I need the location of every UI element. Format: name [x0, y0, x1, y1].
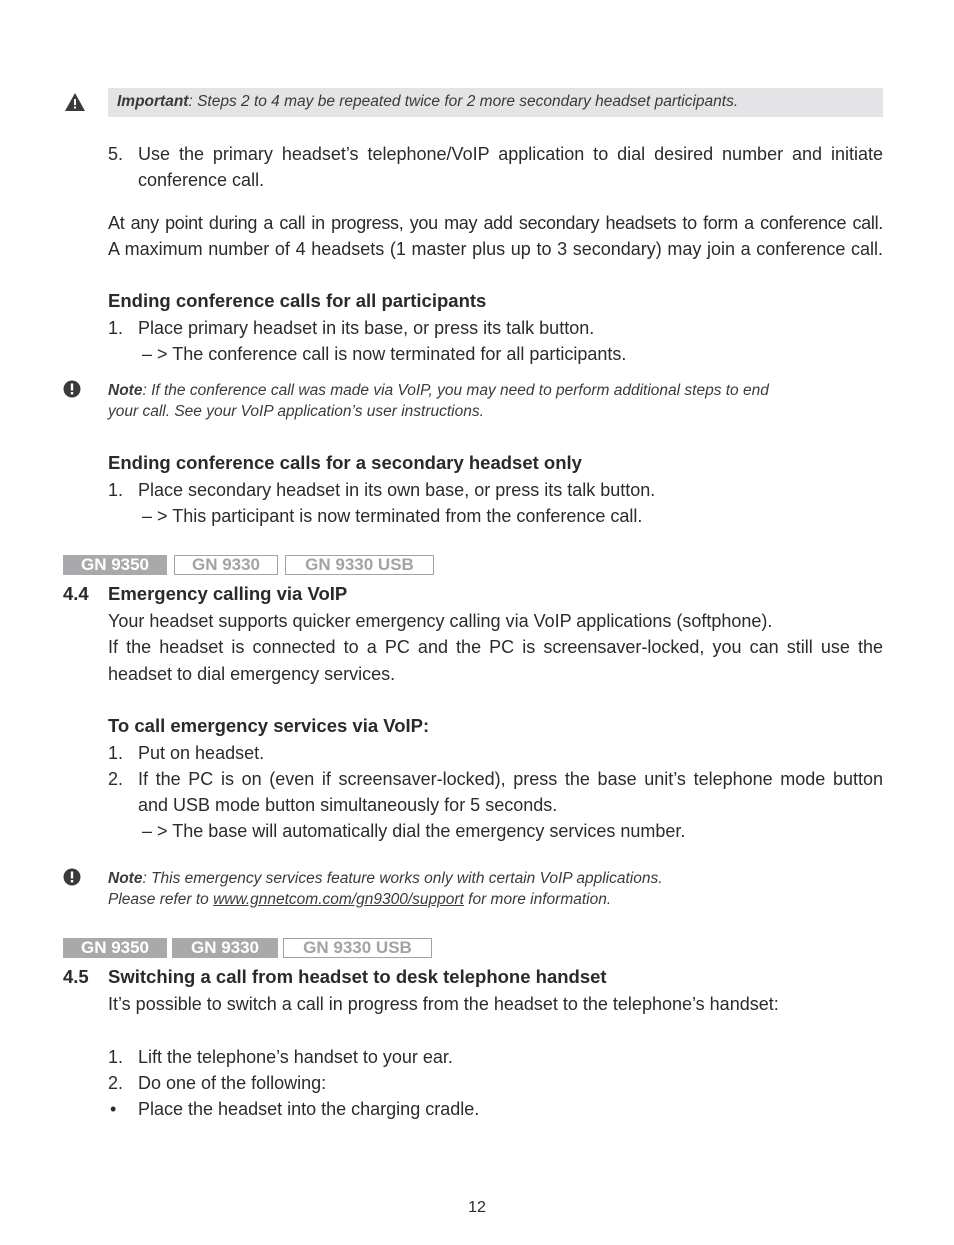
- note-line: : If the conference call was made via VoIP, you may need to perform additional steps to end: [142, 382, 769, 399]
- step-number: 1.: [108, 743, 124, 763]
- step-result: – > The base will automatically dial the emergency services number.: [142, 821, 686, 841]
- section-heading: Ending conference calls for all participants: [108, 290, 487, 311]
- warning-triangle-icon: [64, 92, 86, 112]
- paragraph-line: headset to dial emergency services.: [108, 664, 396, 684]
- note-label: Note: [108, 382, 143, 399]
- paragraph-line: Your headset supports quicker emergency calling via VoIP applications (softphone).: [108, 611, 773, 631]
- step-text: Use the primary headset’s telephone/VoIP application to dial desired number and initiate: [138, 144, 883, 164]
- note-line: your call. See your VoIP application’s user instructions.: [108, 403, 484, 420]
- paragraph-line: It’s possible to switch a call in progress from the headset to the telephone’s handset:: [108, 994, 779, 1014]
- model-badge-gn9330-usb: GN 9330 USB: [283, 938, 432, 958]
- step-number: 1.: [108, 1047, 124, 1067]
- step-text: Place secondary headset in its own base, or press its talk button.: [138, 480, 656, 500]
- note-text-pre: Please refer to: [108, 891, 214, 908]
- note-label: Note: [108, 870, 143, 887]
- step-text: Do one of the following:: [138, 1073, 327, 1093]
- model-badge-gn9330: GN 9330: [174, 555, 278, 575]
- step-text: Put on headset.: [138, 743, 265, 763]
- exclamation-circle-icon: [63, 868, 81, 886]
- section-heading: Ending conference calls for a secondary headset only: [108, 452, 582, 473]
- model-badge-gn9350: GN 9350: [63, 555, 167, 575]
- important-notice: [117, 90, 738, 114]
- step-result: – > This participant is now terminated from the conference call.: [142, 506, 643, 526]
- model-badge-gn9350: GN 9350: [63, 938, 167, 958]
- step-text-continued: and USB mode button simultaneously for 5 seconds.: [138, 795, 558, 815]
- model-badge-gn9330-usb: GN 9330 USB: [285, 555, 434, 575]
- step-number: 1.: [108, 318, 124, 338]
- section-heading: To call emergency services via VoIP:: [108, 715, 430, 736]
- note-line: : This emergency services feature works only with certain VoIP applications.: [142, 870, 663, 887]
- step-number: 2.: [108, 1073, 124, 1093]
- step-number: 1.: [108, 480, 124, 500]
- bullet-text: Place the headset into the charging cradle.: [138, 1099, 480, 1119]
- step-text: Lift the telephone’s handset to your ear.: [138, 1047, 453, 1067]
- step-result: – > The conference call is now terminated for all participants.: [142, 344, 627, 364]
- section-number: 4.4: [63, 583, 89, 604]
- step-text: If the PC is on (even if screensaver-locked), press the base unit’s telephone mode button: [138, 769, 883, 789]
- section-title: Switching a call from headset to desk telephone handset: [108, 966, 607, 987]
- exclamation-circle-icon: [63, 380, 81, 398]
- important-label: Important: [117, 93, 189, 110]
- step-number: 5.: [108, 144, 124, 164]
- step-text: Place primary headset in its base, or press its talk button.: [138, 318, 595, 338]
- model-badge-gn9330: GN 9330: [172, 938, 278, 958]
- important-text: : Steps 2 to 4 may be repeated twice for 2 more secondary headset participants.: [188, 93, 739, 110]
- bullet: •: [110, 1099, 117, 1119]
- step-number: 2.: [108, 769, 124, 789]
- paragraph-line: If the headset is connected to a PC and the PC is screensaver-locked, you can still use the: [108, 637, 883, 657]
- section-title: Emergency calling via VoIP: [108, 583, 348, 604]
- note-text-post: for more information.: [463, 891, 612, 908]
- page-number: 12: [468, 1199, 486, 1216]
- support-link[interactable]: www.gnnetcom.com/gn9300/support: [213, 891, 464, 908]
- section-number: 4.5: [63, 966, 89, 987]
- paragraph-line: At any point during a call in progress, you may add secondary headsets to form a conference call.: [108, 213, 883, 233]
- note-line: [108, 888, 611, 912]
- paragraph-line: A maximum number of 4 headsets (1 master plus up to 3 secondary) may join a conference call.: [108, 239, 883, 259]
- step-text-continued: conference call.: [138, 170, 265, 190]
